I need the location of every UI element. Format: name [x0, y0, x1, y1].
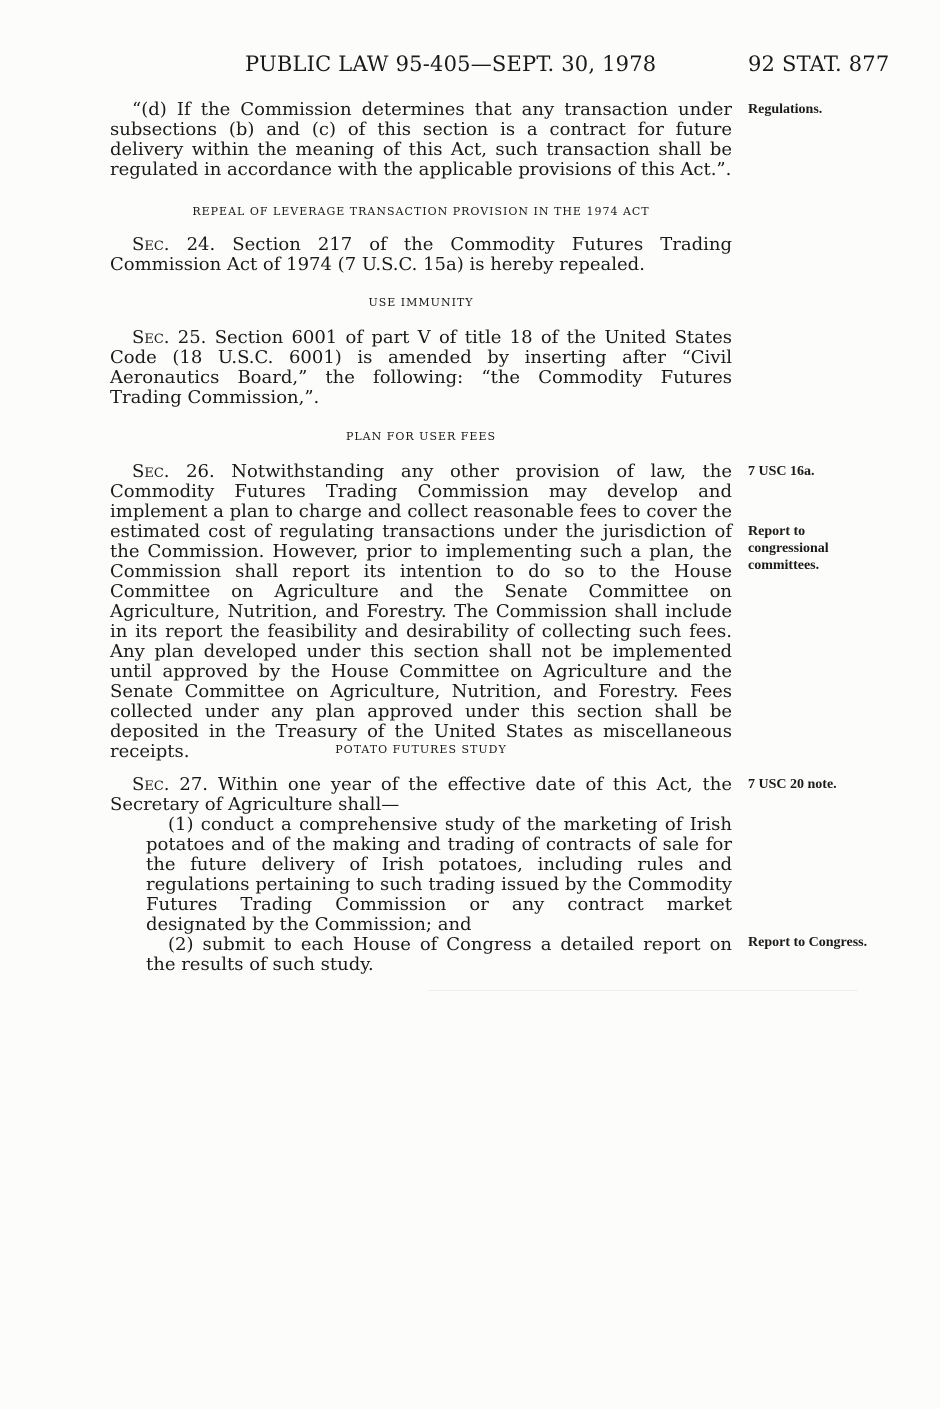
section-25	[110, 328, 732, 408]
margin-note-report-congress: Report to Congress.	[748, 935, 868, 950]
section-24	[110, 235, 732, 275]
section-27-item-2: (2) submit to each House of Congress a detailed report on the results of such study.	[146, 934, 732, 975]
section-27	[110, 775, 732, 975]
heading-use-immunity: USE IMMUNITY	[368, 296, 474, 309]
section-24-label: Sec. 24.	[132, 234, 216, 255]
section-24-text: Section 217 of the Commodity Futures Trading Commission Act of 1974 (7 U.S.C. 15a) is hereby repealed.	[110, 234, 732, 275]
heading-potato-study: POTATO FUTURES STUDY	[335, 743, 507, 756]
margin-note-7-usc-16a: 7 USC 16a.	[748, 464, 815, 479]
statute-page-number: 92 STAT. 877	[748, 52, 890, 76]
section-25-text: Section 6001 of part V of title 18 of the United States Code (18 U.S.C. 6001) is amended by inserting after “Civil Aeronautics Board,” the following: “the Commodity Futures Trading Commission,”.	[110, 327, 732, 408]
subsection-d	[110, 100, 732, 180]
margin-note-7-usc-20: 7 USC 20 note.	[748, 777, 837, 792]
section-26-label: Sec. 26.	[132, 461, 215, 482]
section-27-item-1: (1) conduct a comprehensive study of the marketing of Irish potatoes and of the making and trading of contracts of sale for the future delivery of Irish potatoes, including rules and regulations pertaining to such trading issued by the Commodity Futures Trading Commission or any contract market designated by the Commission; and	[146, 814, 732, 935]
section-26-text: Notwithstanding any other provision of law, the Commodity Futures Trading Commission may develop and implement a plan to charge and collect reasonable fees to cover the estimated cost of regulating transactions under the jurisdiction of the Commission. However, prior to implementing such a plan, the Commission shall report its intention to do so to the House Committee on Agriculture and the Senate Committee on Agriculture, Nutrition, and Forestry. The Commission shall include in its report the feasibility and desirability of collecting such fees. Any plan developed under this section shall not be implemented until approved by the House Committee on Agriculture and the Senate Committee on Agriculture, Nutrition, and Forestry. Fees collected under any plan approved under this section shall be deposited in the Treasury of the United States as miscellaneous receipts.	[110, 461, 732, 762]
section-25-label: Sec. 25.	[132, 327, 207, 348]
margin-note-report-committees: Report to congressional committees.	[748, 524, 829, 573]
section-26	[110, 462, 732, 762]
margin-note-regulations: Regulations.	[748, 102, 823, 117]
running-header-title: PUBLIC LAW 95-405—SEPT. 30, 1978	[245, 52, 657, 76]
heading-user-fees: PLAN FOR USER FEES	[345, 430, 497, 443]
subsection-d-text: “(d) If the Commission determines that any transaction under subsections (b) and (c) of this section is a contract for future delivery within the meaning of this Act, such transaction shall be regulated in accordance with the applicable provisions of this Act.”.	[110, 99, 732, 180]
heading-repeal: REPEAL OF LEVERAGE TRANSACTION PROVISION IN THE 1974 ACT	[192, 205, 650, 218]
bleed-through-text	[108, 990, 868, 1005]
section-27-text: Within one year of the effective date of this Act, the Secretary of Agriculture shall—	[110, 774, 732, 815]
section-27-label: Sec. 27.	[132, 774, 208, 795]
